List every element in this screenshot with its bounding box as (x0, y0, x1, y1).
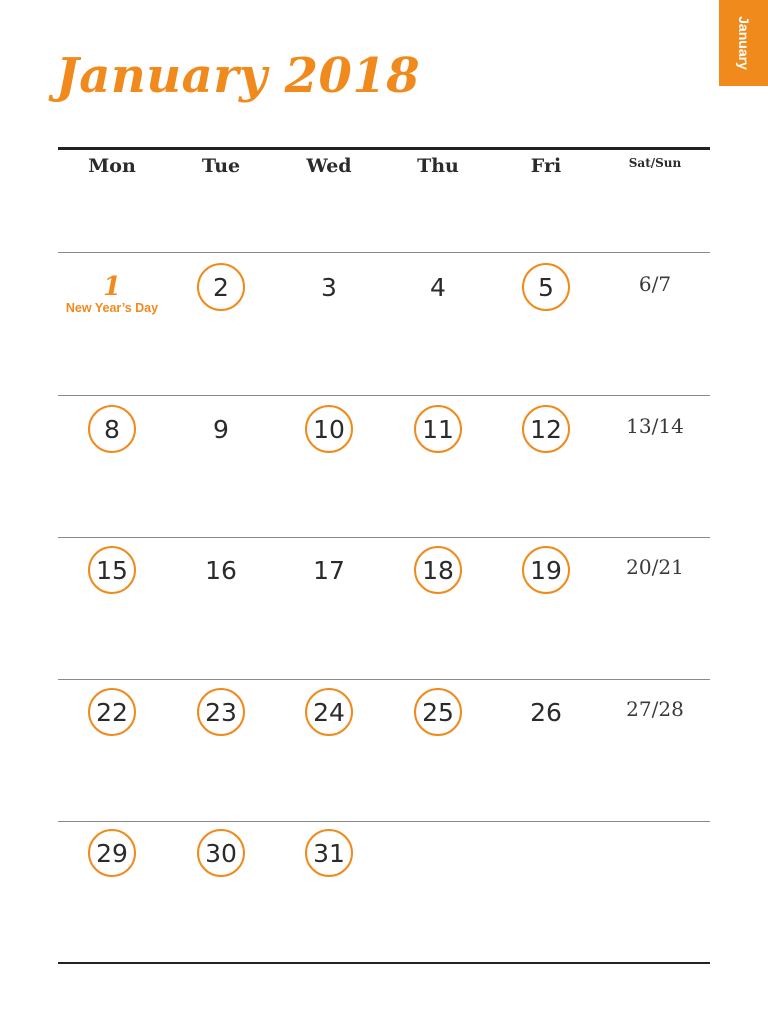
day-cell[interactable]: 19 (522, 546, 570, 594)
row-divider (58, 679, 710, 680)
day-cell[interactable]: 30 (197, 829, 245, 877)
day-cell[interactable]: 17 (313, 555, 345, 585)
day-cell[interactable]: 12 (522, 405, 570, 453)
day-cell[interactable]: 11 (414, 405, 462, 453)
holiday-date[interactable]: 1 (102, 272, 122, 302)
day-cell[interactable]: 16 (205, 555, 237, 585)
weekday-header-thu: Thu (417, 155, 459, 177)
day-cell[interactable]: 5 (522, 263, 570, 311)
month-tab-label: January (735, 16, 752, 70)
day-cell[interactable]: 23 (197, 688, 245, 736)
day-cell[interactable]: 3 (321, 272, 337, 302)
row-divider (58, 537, 710, 538)
row-divider (58, 395, 710, 396)
day-cell[interactable]: 15 (88, 546, 136, 594)
weekday-header-mon: Mon (88, 155, 136, 177)
weekend-cell[interactable]: 13/14 (626, 414, 684, 438)
day-cell[interactable]: 18 (414, 546, 462, 594)
weekday-header-fri: Fri (530, 155, 562, 177)
day-cell[interactable]: 2 (197, 263, 245, 311)
day-cell[interactable]: 24 (305, 688, 353, 736)
day-cell[interactable]: 26 (530, 697, 562, 727)
row-divider (58, 821, 710, 822)
weekday-header-tue: Tue (201, 155, 241, 177)
month-tab[interactable] (719, 0, 768, 86)
header-top-divider (58, 147, 710, 150)
day-cell[interactable]: 25 (414, 688, 462, 736)
weekend-cell[interactable]: 20/21 (626, 555, 684, 579)
day-cell[interactable]: 22 (88, 688, 136, 736)
day-cell[interactable]: 31 (305, 829, 353, 877)
day-cell[interactable]: 10 (305, 405, 353, 453)
day-cell[interactable]: 29 (88, 829, 136, 877)
day-cell[interactable]: 8 (88, 405, 136, 453)
holiday-label: New Year’s Day (65, 301, 159, 315)
weekday-header-weekend: Sat/Sun (628, 156, 682, 170)
calendar-bottom-divider (58, 962, 710, 964)
page-title: January 2018 (56, 48, 421, 104)
weekend-cell[interactable]: 6/7 (638, 272, 672, 296)
weekend-cell[interactable]: 27/28 (626, 697, 684, 721)
day-cell[interactable]: 9 (213, 414, 229, 444)
day-cell[interactable]: 4 (430, 272, 446, 302)
row-divider (58, 252, 710, 253)
weekday-header-wed: Wed (306, 155, 352, 177)
